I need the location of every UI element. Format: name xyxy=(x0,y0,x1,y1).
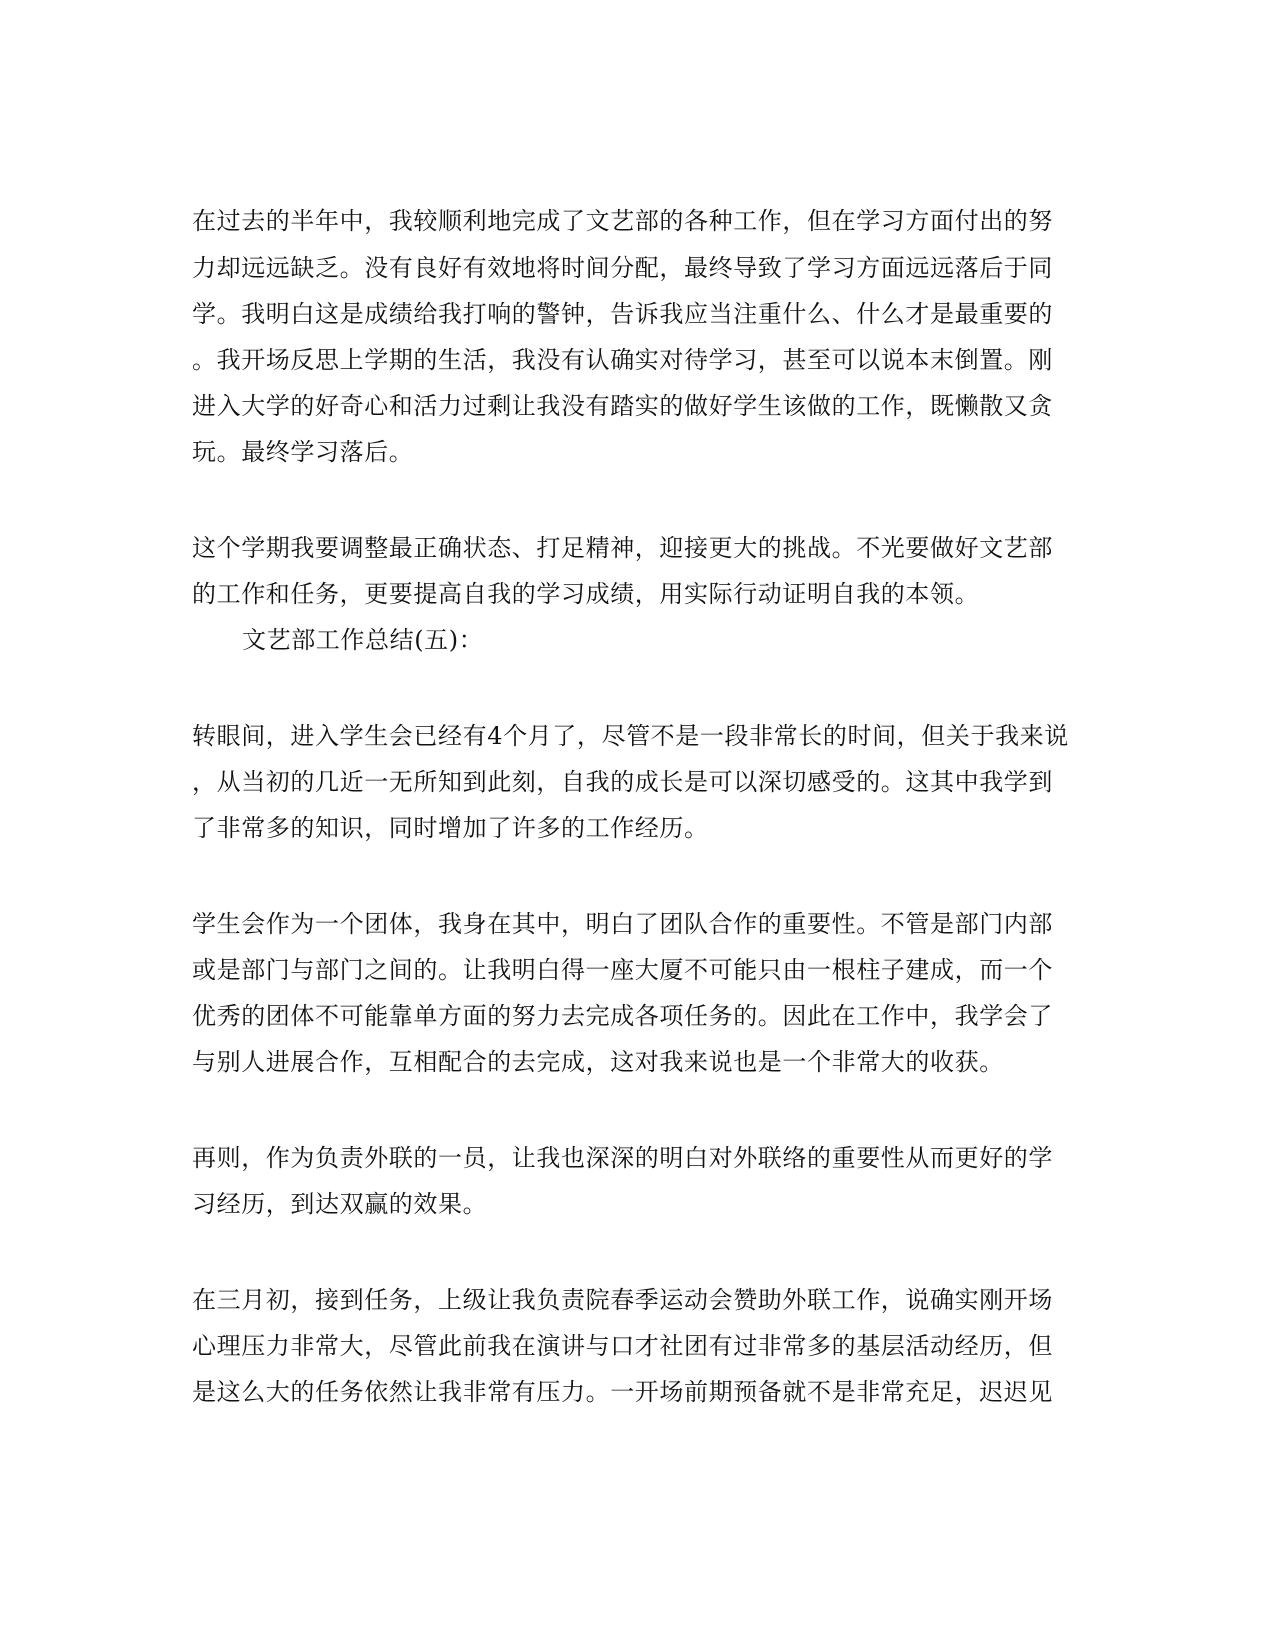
text-line: 这个学期我要调整最正确状态、打足精神，迎接更大的挑战。不光要做好文艺部 xyxy=(192,534,1053,562)
text-line: ，从当初的几近一无所知到此刻，自我的成长是可以深切感受的。这其中我学到 xyxy=(192,768,1053,796)
text-line: 优秀的团体不可能靠单方面的努力去完成各项任务的。因此在工作中，我学会了 xyxy=(192,1002,1053,1030)
text-line: 在过去的半年中，我较顺利地完成了文艺部的各种工作，但在学习方面付出的努 xyxy=(192,207,1053,235)
heading-text: 文艺部工作总结(五)： xyxy=(242,626,484,654)
text-line: 与别人进展合作，互相配合的去完成，这对我来说也是一个非常大的收获。 xyxy=(192,1048,1004,1076)
text-line: 或是部门与部门之间的。让我明白得一座大厦不可能只由一根柱子建成，而一个 xyxy=(192,956,1053,984)
text-line: 再则，作为负责外联的一员，让我也深深的明白对外联络的重要性从而更好的学 xyxy=(192,1144,1053,1172)
text-line: 心理压力非常大，尽管此前我在演讲与口才社团有过非常多的基层活动经历，但 xyxy=(192,1332,1053,1360)
text-line: 在三月初，接到任务，上级让我负责院春季运动会赞助外联工作，说确实刚开场 xyxy=(192,1286,1053,1314)
text-line: 的工作和任务，更要提高自我的学习成绩，用实际行动证明自我的本领。 xyxy=(192,580,980,608)
text-line: 力却远远缺乏。没有良好有效地将时间分配，最终导致了学习方面远远落后于同 xyxy=(192,254,1053,282)
text-line: 了非常多的知识，同时增加了许多的工作经历。 xyxy=(192,814,709,842)
text-line: 玩。最终学习落后。 xyxy=(192,438,414,466)
text-line: 转眼间，进入学生会已经有4个月了，尽管不是一段非常长的时间，但关于我来说 xyxy=(192,722,1069,750)
text-line: 是这么大的任务依然让我非常有压力。一开场前期预备就不是非常充足，迟迟见 xyxy=(192,1378,1053,1406)
text-line: 进入大学的好奇心和活力过剩让我没有踏实的做好学生该做的工作，既懒散又贪 xyxy=(192,392,1053,420)
text-line: 习经历，到达双赢的效果。 xyxy=(192,1190,488,1218)
text-line: 学生会作为一个团体，我身在其中，明白了团队合作的重要性。不管是部门内部 xyxy=(192,910,1053,938)
text-line: 。我开场反思上学期的生活，我没有认确实对待学习，甚至可以说本末倒置。刚 xyxy=(192,346,1053,374)
text-line: 学。我明白这是成绩给我打响的警钟，告诉我应当注重什么、什么才是最重要的 xyxy=(192,300,1053,328)
